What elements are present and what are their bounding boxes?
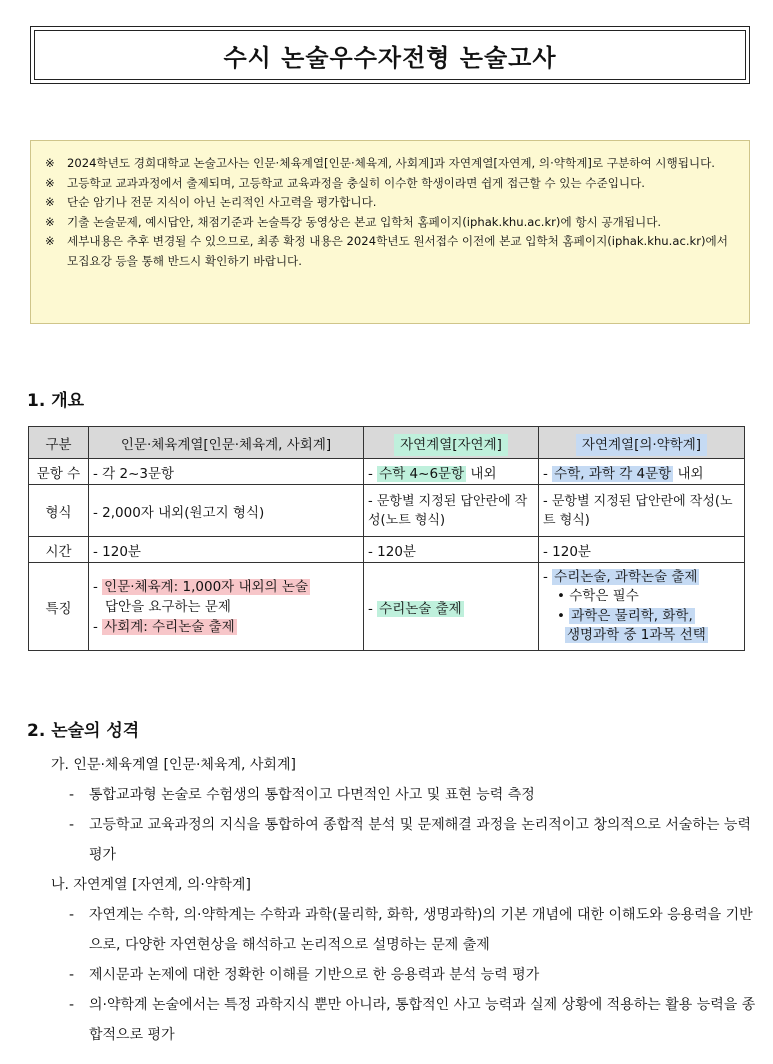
highlight-text: 수리논술, 과학논술 출제 <box>554 568 698 585</box>
subsection-title: 가. 인문·체육계열 [인문·체육계, 사회계] <box>51 757 296 773</box>
table-row <box>29 537 745 563</box>
list-dash: - <box>69 907 75 923</box>
feature-line: - 수리논술, 과학논술 출제 <box>543 568 698 585</box>
row-label: 특징 <box>29 563 89 651</box>
notice-line <box>45 193 735 213</box>
list-dash: - <box>69 997 75 1013</box>
cell-medical: - 120분 <box>539 537 745 563</box>
highlight-text: 수리논술 출제 <box>379 600 462 617</box>
reference-mark: ※ <box>45 195 55 209</box>
row-label: 시간 <box>29 537 89 563</box>
reference-mark: ※ <box>45 156 55 170</box>
row-label: 문항 수 <box>29 459 89 485</box>
notice-line <box>45 213 735 233</box>
cell-medical <box>539 563 745 651</box>
notice-text: 단순 암기나 전문 지식이 아닌 논리적인 사고력을 평가합니다. <box>67 195 377 209</box>
header-medical <box>539 427 745 459</box>
list-item-text: 고등학교 교육과정의 지식을 통합하여 종합적 분석 및 문제해결 과정을 논리적이고 창의적으로 서술하는 능력 평가 <box>89 817 751 863</box>
highlight-text: 생명과학 중 1과목 선택 <box>567 627 706 643</box>
notice-box <box>30 140 750 324</box>
cell-humanities <box>89 563 364 651</box>
notice-text: 세부내용은 추후 변경될 수 있으므로, 최종 확정 내용은 2024학년도 원서접수 이전에 본교 입학처 홈페이지(iphak.khu.ac.kr)에서 모집요강 등을 통해 반드시 확인하기 바랍니다. <box>67 234 728 268</box>
overview-table <box>28 426 745 651</box>
feature-line: • 수학은 필수 <box>557 588 639 604</box>
table-row <box>29 563 745 651</box>
list-item <box>69 900 757 960</box>
reference-mark: ※ <box>45 175 55 190</box>
feature-line <box>543 626 740 646</box>
highlight-text: 과학은 물리학, 화학, <box>571 607 693 624</box>
list-item <box>69 780 757 810</box>
feature-line: • 과학은 물리학, 화학, <box>557 607 693 624</box>
list-item-text: 제시문과 논제에 대한 정확한 이해를 기반으로 한 응용력과 분석 능력 평가 <box>89 967 540 983</box>
cell-natural: - 120분 <box>364 537 539 563</box>
header-humanities: 인문·체육계열[인문·체육계, 사회계] <box>89 427 364 459</box>
list-item <box>69 810 757 870</box>
page-title: 수시 논술우수자전형 논술고사 <box>34 30 746 80</box>
table-header-row <box>29 427 745 459</box>
section2-heading: 2. 논술의 성격 <box>27 721 140 741</box>
header-medical-label: 자연계열[의·약학계] <box>576 434 707 456</box>
cell-prefix: - <box>368 465 378 482</box>
cell-medical: - 문항별 지정된 답안란에 작성(노트 형식) <box>539 485 745 537</box>
cell-humanities: - 각 2~3문항 <box>89 459 364 485</box>
notice-text: 기출 논술문제, 예시답안, 채점기준과 논술특강 동영상은 본교 입학처 홈페이지(iphak.khu.ac.kr)에 항시 공개됩니다. <box>67 214 662 229</box>
subsection-title: 나. 자연계열 [자연계, 의·약학계] <box>51 877 251 893</box>
notice-line <box>45 154 735 174</box>
header-natural <box>364 427 539 459</box>
list-item-text: 자연계는 수학, 의·약학계는 수학과 과학(물리학, 화학, 생명과학)의 기본 개념에 대한 이해도와 응용력을 기반으로, 다양한 자연현상을 해석하고 논리적으로 설명하는 문제 출제 <box>89 907 753 953</box>
table-row <box>29 459 745 485</box>
reference-mark: ※ <box>45 234 55 248</box>
list-item-text: 통합교과형 논술로 수험생의 통합적이고 다면적인 사고 및 표현 능력 측정 <box>89 787 535 803</box>
table-row <box>29 485 745 537</box>
notice-text: 고등학교 교과과정에서 출제되며, 고등학교 교육과정을 충실히 이수한 학생이라면 쉽게 접근할 수 있는 수준입니다. <box>67 175 645 190</box>
cell-suffix: 내외 <box>673 465 704 482</box>
cell-suffix: 내외 <box>466 465 497 482</box>
cell-medical <box>539 459 745 485</box>
notice-text: 2024학년도 경희대학교 논술고사는 인문·체육계열[인문·체육계, 사회계]과 자연계열[자연계, 의·약학계]로 구분하여 시행됩니다. <box>67 156 715 170</box>
list-dash: - <box>69 967 75 983</box>
list-dash: - <box>69 817 75 833</box>
highlight-text: 인문·체육계: 1,000자 내외의 논술 <box>104 578 308 595</box>
cell-natural <box>364 459 539 485</box>
notice-line <box>45 174 735 194</box>
notice-line <box>45 232 735 271</box>
feature-line: - 사회계: 수리논술 출제 <box>93 618 235 635</box>
section1-heading: 1. 개요 <box>27 391 85 411</box>
highlight-text: 수학 4~6문항 <box>379 465 465 482</box>
reference-mark: ※ <box>45 214 55 229</box>
cell-humanities: - 2,000자 내외(원고지 형식) <box>89 485 364 537</box>
feature-line: 답안을 요구하는 문제 <box>105 598 231 615</box>
cell-natural: - 문항별 지정된 답안란에 작성(노트 형식) <box>364 485 539 537</box>
list-item-text: 의·약학계 논술에서는 특정 과학지식 뿐만 아니라, 통합적인 사고 능력과 실제 상황에 적용하는 활용 능력을 종합적으로 평가 <box>89 997 756 1043</box>
list-dash: - <box>69 787 75 803</box>
title-box <box>30 26 750 84</box>
section2-body <box>27 750 757 1050</box>
header-category: 구분 <box>29 427 89 459</box>
cell-prefix: - <box>543 465 553 482</box>
feature-line: - 인문·체육계: 1,000자 내외의 논술 <box>93 578 308 595</box>
cell-natural: - 수리논술 출제 <box>364 563 539 651</box>
list-item <box>69 960 757 990</box>
header-natural-label: 자연계열[자연계] <box>394 434 508 456</box>
cell-humanities: - 120분 <box>89 537 364 563</box>
highlight-text: 수학, 과학 각 4문항 <box>554 465 672 482</box>
highlight-text: 사회계: 수리논술 출제 <box>104 618 235 635</box>
row-label: 형식 <box>29 485 89 537</box>
list-item <box>69 990 757 1050</box>
